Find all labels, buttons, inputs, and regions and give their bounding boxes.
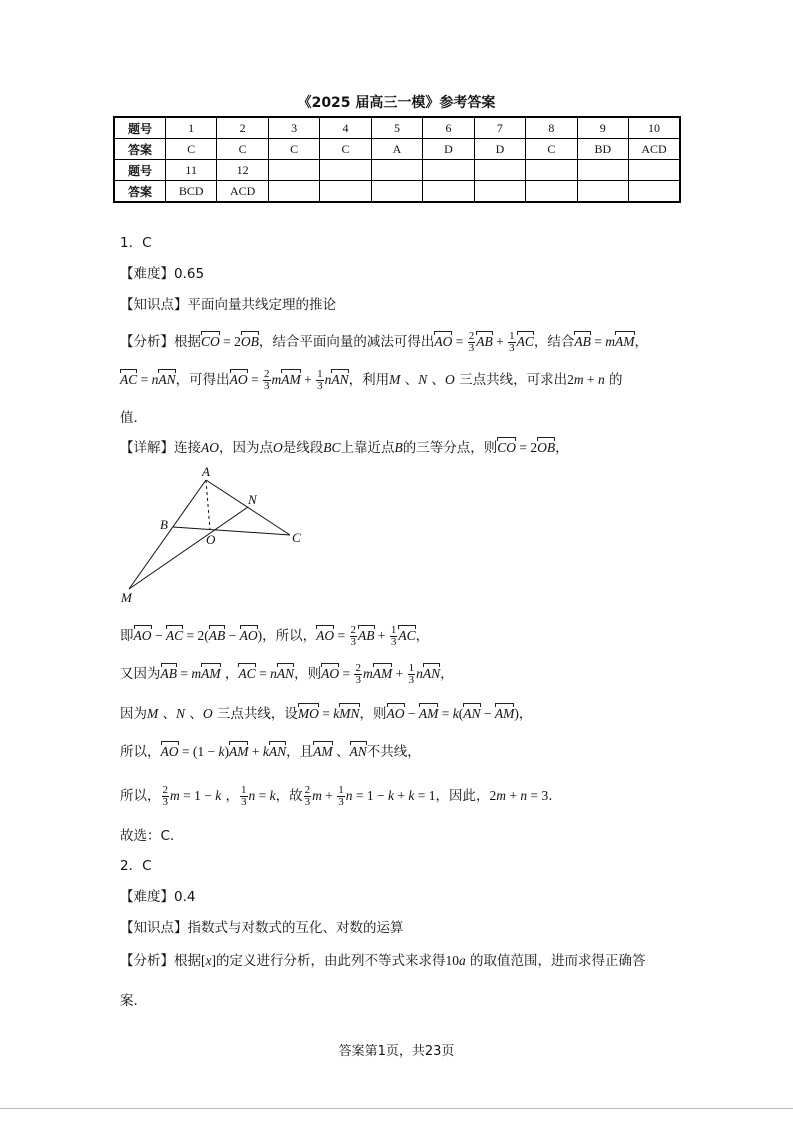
label-A: A <box>202 464 210 479</box>
math: AO − AC = 2(AB − AO) <box>133 628 263 643</box>
label-N: N <box>248 492 257 507</box>
segment-MN <box>129 507 248 589</box>
text: ，利用 <box>348 372 390 388</box>
math: 2m + n <box>567 372 605 387</box>
knowledge-label: 【知识点】 <box>120 920 188 936</box>
text: 因为 <box>120 706 147 722</box>
knowledge-label: 【知识点】 <box>120 297 188 313</box>
text: ，所以， <box>262 628 317 644</box>
math: 10a <box>445 953 466 968</box>
math: O <box>202 706 213 721</box>
q1-step-5: 所以， $\frac{2}{3}$ m = 1 − k ， $\frac{1}{3}$ n = k，故 $\frac{2}{3}$ m + $\frac{1}{3}$ n = 1 − k + k = 1，因此，2m + n = 3. <box>120 784 553 809</box>
row-label: 题号 <box>114 160 165 181</box>
math: BC <box>323 440 341 455</box>
row-label: 题号 <box>114 117 165 139</box>
table-cell <box>474 160 525 181</box>
text: 根据 <box>174 953 201 969</box>
math: AO = $\frac{2}{3}$ mAM + $\frac{1}{3}$ nAN <box>321 662 441 687</box>
table-row <box>114 160 680 181</box>
math: AO = $\frac{2}{3}$ AB + $\frac{1}{3}$ AC <box>316 624 416 649</box>
bottom-divider <box>0 1108 793 1109</box>
label-O: O <box>206 532 216 547</box>
text: ，且 <box>286 744 314 760</box>
segment-AO-dashed <box>206 480 210 530</box>
math: AO <box>201 440 219 455</box>
math: MO = kMN <box>297 706 360 721</box>
q1-step-2: 又因为AB = mAM ，AC = nAN，则AO = $\frac{2}{3}$ mAM + $\frac{1}{3}$ nAN， <box>120 662 454 687</box>
math: M <box>147 706 159 721</box>
text: ，结合 <box>533 334 575 350</box>
table-cell: C <box>320 139 371 160</box>
table-cell <box>577 160 628 181</box>
text: 上靠近点 <box>340 440 395 456</box>
math: AC = nAN <box>120 372 176 387</box>
math: $\frac{1}{3}$ n = k <box>241 784 276 809</box>
q1-step-4 <box>120 740 421 760</box>
math: M <box>389 372 401 387</box>
math: AO = $\frac{2}{3}$ mAM + $\frac{1}{3}$ nAN <box>229 368 349 393</box>
text: ，因为点 <box>219 440 273 456</box>
difficulty-value: 0.65 <box>174 266 205 282</box>
text: 即 <box>120 628 134 644</box>
table-cell <box>320 181 371 203</box>
table-cell: C <box>526 139 577 160</box>
table-cell <box>629 160 680 181</box>
math: $\frac{2}{3}$ m = 1 − k <box>162 784 222 809</box>
math: O <box>445 372 455 387</box>
text: ，则 <box>294 666 322 682</box>
q1-knowledge <box>120 293 336 313</box>
math: [x] <box>201 953 216 968</box>
table-cell <box>474 181 525 203</box>
segment-AM <box>129 480 206 589</box>
table-cell <box>423 181 474 203</box>
table-cell: 3 <box>268 117 319 139</box>
table-row <box>114 139 680 160</box>
table-cell: D <box>474 139 525 160</box>
table-cell <box>526 160 577 181</box>
label-M: M <box>121 590 132 604</box>
text: 所以， <box>120 744 161 760</box>
q1-step-1: 即AO − AC = 2(AB − AO)，所以，AO = $\frac{2}{3}$ AB + $\frac{1}{3}$ AC， <box>120 624 430 649</box>
math: AM 、AN <box>313 744 367 759</box>
math: CO = 2OB <box>201 334 259 349</box>
table-cell: A <box>371 139 422 160</box>
text: ，结合平面向量的减法可得出 <box>258 334 435 350</box>
table-cell <box>371 181 422 203</box>
detail-label: 【详解】 <box>120 440 174 456</box>
math: AO = $\frac{2}{3}$ AB + $\frac{1}{3}$ AC <box>434 330 534 355</box>
table-cell: C <box>268 139 319 160</box>
math: AO = (1 − k)AM + kAN <box>160 744 287 759</box>
text: 不共线， <box>366 744 421 760</box>
text: 连接 <box>174 440 201 456</box>
q2-difficulty <box>120 885 195 905</box>
math: 2m + n = 3 <box>489 788 549 803</box>
table-cell: ACD <box>217 181 268 203</box>
math: $\frac{2}{3}$ m + $\frac{1}{3}$ n = 1 − k + k = 1 <box>304 784 436 809</box>
difficulty-value: 0.4 <box>174 889 196 905</box>
q2-knowledge <box>120 916 404 936</box>
segment-BC <box>173 527 290 535</box>
table-cell: 11 <box>165 160 216 181</box>
analysis-label: 【分析】 <box>120 334 174 350</box>
analysis-label: 【分析】 <box>120 953 174 969</box>
text: 根据 <box>174 334 201 350</box>
math: AO − AM = k(AN − AM) <box>386 706 519 721</box>
label-C: C <box>292 530 301 545</box>
row-label: 答案 <box>114 139 165 160</box>
table-cell: 2 <box>217 117 268 139</box>
table-cell: D <box>423 139 474 160</box>
table-cell <box>423 160 474 181</box>
table-cell: 12 <box>217 160 268 181</box>
math: B <box>394 440 403 455</box>
table-cell: C <box>165 139 216 160</box>
table-cell: 8 <box>526 117 577 139</box>
knowledge-text: 平面向量共线定理的推论 <box>187 297 336 313</box>
q1-conclusion: 故选：C. <box>120 828 175 844</box>
q1-analysis-line-1: 【分析】根据CO = 2OB，结合平面向量的减法可得出AO = $\frac{2}{3}$ AB + $\frac{1}{3}$ AC，结合AB = mAM， <box>120 330 649 355</box>
text: 的取值范围，进而求得正确答 <box>470 953 646 969</box>
text: ，可得出 <box>175 372 230 388</box>
text: 又因为 <box>120 666 161 682</box>
q2-analysis-line-1 <box>120 949 646 969</box>
text: ，则 <box>359 706 387 722</box>
table-cell <box>526 181 577 203</box>
knowledge-text: 指数式与对数式的互化、对数的运算 <box>187 920 404 936</box>
q1-heading: 1．C <box>120 235 152 251</box>
table-cell <box>268 160 319 181</box>
q2-analysis-line-2: 案. <box>120 993 138 1009</box>
table-cell: 10 <box>629 117 680 139</box>
table-cell: 9 <box>577 117 628 139</box>
math: O <box>273 440 283 455</box>
row-label: 答案 <box>114 181 165 203</box>
table-row <box>114 117 680 139</box>
table-cell <box>577 181 628 203</box>
math: N <box>176 706 186 721</box>
table-cell <box>268 181 319 203</box>
q1-detail-line-1: 【详解】连接AO，因为点O是线段BC上靠近点B的三等分点，则CO = 2OB， <box>120 440 569 456</box>
table-cell <box>629 181 680 203</box>
table-cell: 6 <box>423 117 474 139</box>
text: ，故 <box>275 788 303 804</box>
page-footer: 答案第1页，共23页 <box>338 1044 455 1059</box>
text: 的三等分点，则 <box>402 440 498 456</box>
answer-table <box>113 116 681 203</box>
math: AB = mAM <box>160 666 221 681</box>
math: AB = mAM <box>574 334 635 349</box>
text: 是线段 <box>282 440 324 456</box>
table-cell <box>320 160 371 181</box>
text: 的 <box>609 372 623 388</box>
q1-difficulty <box>120 262 204 282</box>
math: CO = 2OB <box>497 440 556 455</box>
table-cell: BCD <box>165 181 216 203</box>
math: AC = nAN <box>238 666 295 681</box>
q1-analysis-line-2: AC = nAN，可得出AO = $\frac{2}{3}$ mAM + $\frac{1}{3}$ nAN，利用M 、N 、O 三点共线，可求出2m + n 的 <box>120 368 623 393</box>
table-cell: C <box>217 139 268 160</box>
table-row <box>114 181 680 203</box>
label-B: B <box>160 517 168 532</box>
difficulty-label: 【难度】 <box>120 889 174 905</box>
text: 三点共线，可求出 <box>459 372 568 388</box>
table-cell: 5 <box>371 117 422 139</box>
table-cell: ACD <box>629 139 680 160</box>
text: ，因此， <box>435 788 490 804</box>
doc-title: 《2025 届高三一模》参考答案 <box>297 95 496 111</box>
difficulty-label: 【难度】 <box>120 266 174 282</box>
q1-analysis-line-3: 值. <box>120 410 138 426</box>
text: 所以， <box>120 788 161 804</box>
q1-step-3: 因为M 、N 、O 三点共线，设MO = kMN，则AO − AM = k(AN − AM)， <box>120 706 533 722</box>
text: 的定义进行分析，由此列不等式来求得 <box>216 953 446 969</box>
math: N <box>418 372 428 387</box>
table-cell: 1 <box>165 117 216 139</box>
table-cell: BD <box>577 139 628 160</box>
text: 三点共线，设 <box>216 706 298 722</box>
table-cell: 4 <box>320 117 371 139</box>
table-cell: 7 <box>474 117 525 139</box>
triangle-figure <box>110 462 320 604</box>
table-cell <box>371 160 422 181</box>
q2-heading: 2．C <box>120 858 152 874</box>
